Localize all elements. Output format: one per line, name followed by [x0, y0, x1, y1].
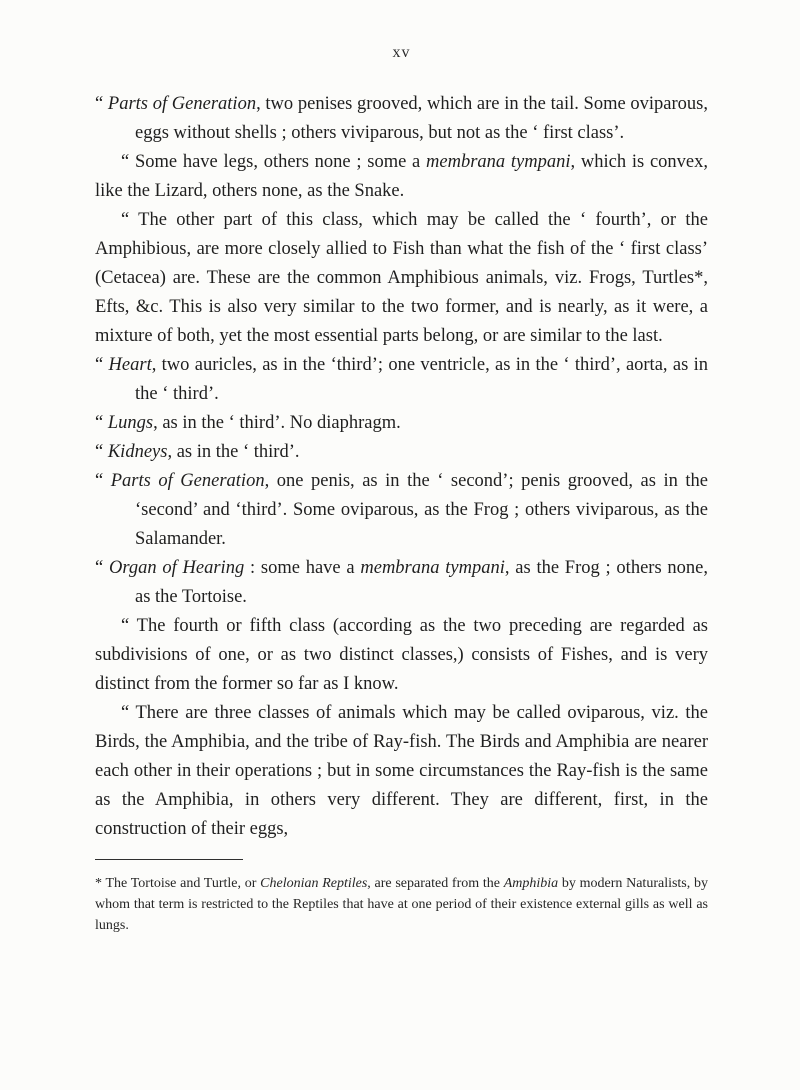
- italic-text-run: Parts of Generation: [107, 94, 257, 114]
- text-run: , two penises grooved, which are in the tail. Some oviparous, eggs without shells ; others viviparous, but not as the ‘ first class’.: [135, 94, 708, 143]
- italic-text-run: Heart: [108, 355, 152, 375]
- italic-text-run: Organ of Hearing: [108, 558, 245, 578]
- italic-text-run: Parts of Generation: [110, 471, 265, 491]
- text-run: “ The fourth or fifth class (according as the two preceding are regarded as subdivisions of one, or as two distinct classes,) consists of Fishes, and is very distinct from the former so far as I know.: [95, 616, 708, 694]
- text-run: , two auricles, as in the ‘third’; one ventricle, as in the ‘ third’, aorta, as in the ‘ third’.: [135, 355, 708, 404]
- text-run: * The Tortoise and Turtle, or: [95, 876, 261, 891]
- paragraph: [95, 206, 708, 351]
- text-run: by modern Naturalists, by whom that term is restricted to the Reptiles that have at one period of their existence external gills as well as lungs.: [95, 876, 708, 933]
- text-run: “: [95, 413, 108, 433]
- italic-text-run: membrana tympani: [360, 558, 505, 578]
- text-run: , as the Frog ; others none, as the Tortoise.: [135, 558, 708, 607]
- text-run: , one penis, as in the ‘ second’; penis grooved, as in the ‘second’ and ‘third’. Some oviparous, as the Frog ; others viviparous, as the Salamander.: [135, 471, 708, 549]
- text-run: “: [95, 558, 109, 578]
- paragraph: [95, 409, 708, 438]
- text-run: “ The other part of this class, which may be called the ‘ fourth’, or the Amphibious, are more closely allied to Fish than what the fish of the ‘ first class’ (Cetacea) are. These are the common Amphibious animals, viz. Frogs, Turtles*, Efts, &c. This is also very similar to the two former, and is nearly, as it were, a mixture of both, yet the most essential parts belong, or are similar to the last.: [95, 210, 708, 346]
- text-run: : some have a: [244, 558, 361, 578]
- italic-text-run: Kidneys: [107, 442, 168, 462]
- text-run: “ Some have legs, others none ; some a: [121, 152, 427, 172]
- text-run: “: [95, 94, 108, 114]
- paragraph: [95, 90, 708, 148]
- text-run: “: [95, 471, 111, 491]
- paragraph: [95, 612, 708, 699]
- page-number: xv: [392, 44, 411, 61]
- text-run: “ There are three classes of animals which may be called oviparous, viz. the Birds, the Amphibia, and the tribe of Ray-fish. The Birds and Amphibia are nearer each other in their operations ; but in some circumstances the Ray-fish is the same as the Amphibia, in others very different. They are different, first, in the construction of their eggs,: [95, 703, 708, 839]
- footnote: [95, 873, 708, 936]
- body-text: [95, 90, 708, 844]
- italic-text-run: membrana tympani: [426, 152, 571, 172]
- italic-text-run: Amphibia: [503, 876, 559, 891]
- paragraph: [95, 438, 708, 467]
- paragraph: [95, 467, 708, 554]
- italic-text-run: Chelonian Reptiles: [260, 876, 368, 891]
- paragraph: [95, 351, 708, 409]
- footnote-paragraph: [95, 873, 708, 936]
- text-run: “: [95, 355, 109, 375]
- paragraph: [95, 148, 708, 206]
- footnote-rule: [95, 859, 243, 860]
- text-run: , are separated from the: [367, 876, 504, 891]
- paragraph: [95, 554, 708, 612]
- italic-text-run: Lungs: [107, 413, 154, 433]
- text-run: , as in the ‘ third’. No diaphragm.: [153, 413, 401, 433]
- text-run: , as in the ‘ third’.: [167, 442, 300, 462]
- paragraph: [95, 699, 708, 844]
- text-run: “: [95, 442, 108, 462]
- text-run: , which is convex, like the Lizard, others none, as the Snake.: [95, 152, 708, 201]
